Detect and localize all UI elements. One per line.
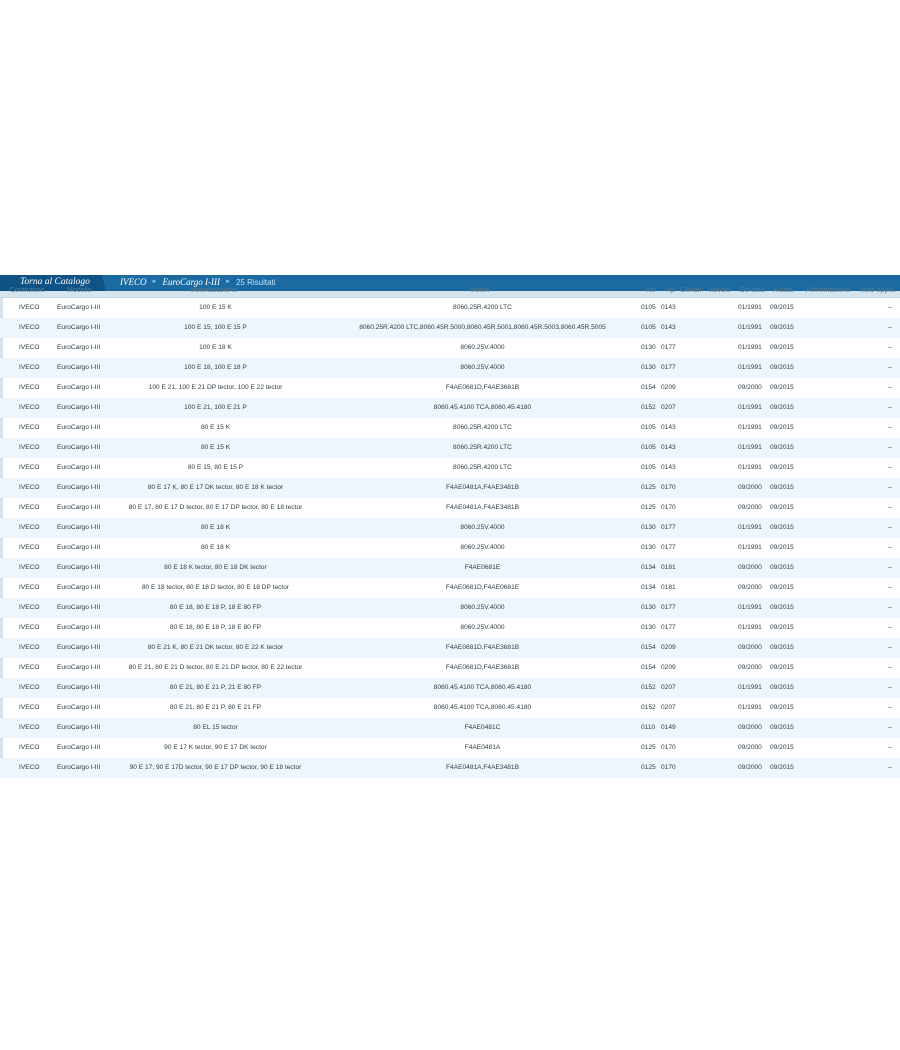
cell-from-date: 01/1991 <box>738 344 762 351</box>
cell-builder: IVECO <box>19 304 40 311</box>
cell-notes: – <box>888 444 892 451</box>
cell-motorization: 80 E 15 K <box>201 424 230 431</box>
table-row[interactable] <box>0 558 900 578</box>
cell-builder: IVECO <box>19 624 40 631</box>
cell-from-date: 01/1991 <box>738 304 762 311</box>
cell-from-date: 09/2000 <box>738 584 762 591</box>
cell-hp: 0207 <box>661 704 676 711</box>
table-row[interactable] <box>0 478 900 498</box>
cell-from-date: 09/2000 <box>738 564 762 571</box>
cell-hp: 0181 <box>661 564 676 571</box>
cell-engines: 8060.45.4100 TCA,8060.45.4180 <box>433 704 532 711</box>
cell-model: EuroCargo I-III <box>57 684 101 691</box>
cell-notes: – <box>888 684 892 691</box>
table-row[interactable] <box>0 398 900 418</box>
cell-from-date: 01/1991 <box>738 404 762 411</box>
cell-to-date: 09/2015 <box>770 344 794 351</box>
cell-hp: 0209 <box>661 384 676 391</box>
cell-builder: IVECO <box>19 404 40 411</box>
cell-to-date: 09/2015 <box>770 744 794 751</box>
cell-builder: IVECO <box>19 324 40 331</box>
cell-motorization: 100 E 15 K <box>199 304 232 311</box>
cell-to-date: 09/2015 <box>770 764 794 771</box>
cell-kw: 0125 <box>641 504 656 511</box>
cell-model: EuroCargo I-III <box>57 464 101 471</box>
cell-motorization: 80 E 21, 80 E 21 P, 80 E 21 FP <box>169 704 262 711</box>
cell-kw: 0105 <box>641 464 656 471</box>
table-row[interactable] <box>0 498 900 518</box>
cell-hp: 0207 <box>661 684 676 691</box>
cell-motorization: 80 E 17, 80 E 17 D tector, 80 E 17 DP tector, 80 E 18 tector <box>128 504 303 511</box>
cell-to-date: 09/2015 <box>770 584 794 591</box>
cell-hp: 0181 <box>661 584 676 591</box>
cell-from-date: 09/2000 <box>738 384 762 391</box>
table-row[interactable] <box>0 578 900 598</box>
cell-hp: 0170 <box>661 744 676 751</box>
cell-hp: 0177 <box>661 344 676 351</box>
cell-from-date: 01/1991 <box>738 444 762 451</box>
cell-from-date: 01/1991 <box>738 464 762 471</box>
cell-builder: IVECO <box>19 684 40 691</box>
cell-from-date: 01/1991 <box>738 624 762 631</box>
cell-motorization: 90 E 17, 90 E 17D tector, 90 E 17 DP tector, 90 E 18 tector <box>129 764 302 771</box>
cell-hp: 0170 <box>661 484 676 491</box>
cell-engines: 8060.25V.4000 <box>460 344 505 351</box>
cell-model: EuroCargo I-III <box>57 744 101 751</box>
table-row[interactable] <box>0 438 900 458</box>
cell-hp: 0143 <box>661 444 676 451</box>
cell-engines: F4AE0681D,F4AE3681B <box>445 644 520 651</box>
cell-notes: – <box>888 484 892 491</box>
cell-kw: 0110 <box>641 724 656 731</box>
table-row[interactable] <box>0 318 900 338</box>
col-header-valves[interactable]: Valvole <box>708 287 731 294</box>
cell-model: EuroCargo I-III <box>57 424 101 431</box>
table-row[interactable] <box>0 758 900 778</box>
cell-engines: 8060.25V.4000 <box>460 624 505 631</box>
cell-builder: IVECO <box>19 544 40 551</box>
cell-model: EuroCargo I-III <box>57 584 101 591</box>
cell-notes: – <box>888 564 892 571</box>
cell-notes: – <box>888 544 892 551</box>
cell-motorization: 100 E 21, 100 E 21 DP tector, 100 E 22 tector <box>148 384 283 391</box>
col-header-fuel[interactable]: Alimentazione <box>806 287 850 294</box>
cell-notes: – <box>888 324 892 331</box>
cell-from-date: 01/1991 <box>738 324 762 331</box>
cell-kw: 0125 <box>641 484 656 491</box>
results-toolbar <box>0 275 900 291</box>
table-row[interactable] <box>0 458 900 478</box>
cell-from-date: 01/1991 <box>738 604 762 611</box>
cell-builder: IVECO <box>19 504 40 511</box>
cell-hp: 0170 <box>661 504 676 511</box>
cell-engines: 8060.25R.4200 LTC,8060.45R.5000,8060.45R.5001,8060.45R.5003,8060.45R.5005 <box>359 324 606 331</box>
cell-engines: 8060.25R.4200 LTC <box>453 444 512 451</box>
cell-model: EuroCargo I-III <box>57 764 101 771</box>
cell-model: EuroCargo I-III <box>57 364 101 371</box>
col-header-from-date[interactable]: Da data <box>740 287 765 294</box>
cell-from-date: 09/2000 <box>738 504 762 511</box>
table-row[interactable] <box>0 538 900 558</box>
cell-from-date: 01/1991 <box>738 684 762 691</box>
cell-to-date: 09/2015 <box>770 304 794 311</box>
results-panel <box>0 275 900 778</box>
cell-builder: IVECO <box>19 664 40 671</box>
cell-motorization: 80 E 21, 80 E 21 D tector, 80 E 21 DP tector, 80 E 22 tector <box>128 664 303 671</box>
cell-to-date: 09/2015 <box>770 364 794 371</box>
cell-to-date: 09/2015 <box>770 404 794 411</box>
cell-kw: 0152 <box>641 684 656 691</box>
cell-kw: 0105 <box>641 444 656 451</box>
col-header-builder[interactable]: Costruttore <box>10 287 45 294</box>
cell-to-date: 09/2015 <box>770 544 794 551</box>
col-header-engines[interactable]: Motori <box>470 287 490 294</box>
cell-from-date: 09/2000 <box>738 484 762 491</box>
cell-model: EuroCargo I-III <box>57 404 101 411</box>
cell-from-date: 01/1991 <box>738 424 762 431</box>
cell-to-date: 09/2015 <box>770 384 794 391</box>
cell-model: EuroCargo I-III <box>57 664 101 671</box>
table-row[interactable] <box>0 718 900 738</box>
col-header-to-date[interactable]: A data <box>773 287 793 294</box>
cell-hp: 0143 <box>661 464 676 471</box>
cell-from-date: 09/2000 <box>738 744 762 751</box>
cell-notes: – <box>888 524 892 531</box>
cell-model: EuroCargo I-III <box>57 524 101 531</box>
cell-hp: 0209 <box>661 664 676 671</box>
cell-kw: 0154 <box>641 644 656 651</box>
cell-notes: – <box>888 664 892 671</box>
cell-to-date: 09/2015 <box>770 624 794 631</box>
cell-kw: 0152 <box>641 404 656 411</box>
cell-builder: IVECO <box>19 584 40 591</box>
cell-model: EuroCargo I-III <box>57 724 101 731</box>
cell-to-date: 09/2015 <box>770 484 794 491</box>
cell-model: EuroCargo I-III <box>57 444 101 451</box>
cell-engines: F4AE0481A,F4AE3481B <box>446 504 519 511</box>
cell-from-date: 09/2000 <box>738 724 762 731</box>
cell-engines: F4AE0681D,F4AE3681B <box>445 664 520 671</box>
cell-engines: 8060.45.4100 TCA,8060.45.4180 <box>433 684 532 691</box>
cell-engines: F4AE0681D,F4AE3681B <box>445 384 520 391</box>
cell-kw: 0152 <box>641 704 656 711</box>
cell-builder: IVECO <box>19 604 40 611</box>
results-table-body <box>0 298 900 778</box>
cell-notes: – <box>888 584 892 591</box>
cell-to-date: 09/2015 <box>770 464 794 471</box>
cell-builder: IVECO <box>19 564 40 571</box>
cell-engines: 8060.25R.4200 LTC <box>453 464 512 471</box>
cell-kw: 0130 <box>641 604 656 611</box>
col-header-kw[interactable]: Kw <box>646 287 656 294</box>
cell-kw: 0154 <box>641 384 656 391</box>
breadcrumb-brand[interactable]: IVECO <box>120 277 147 287</box>
cell-from-date: 01/1991 <box>738 704 762 711</box>
cell-motorization: 80 E 18 K <box>201 524 230 531</box>
cell-to-date: 09/2015 <box>770 704 794 711</box>
cell-engines: 8060.25V.4000 <box>460 544 505 551</box>
cell-notes: – <box>888 724 892 731</box>
cell-motorization: 80 E 15, 80 E 15 P <box>187 464 244 471</box>
cell-hp: 0177 <box>661 524 676 531</box>
cell-notes: – <box>888 464 892 471</box>
cell-to-date: 09/2015 <box>770 324 794 331</box>
cell-notes: – <box>888 644 892 651</box>
breadcrumb-model[interactable]: EuroCargo I-III <box>162 277 221 287</box>
back-to-catalog-label[interactable]: Torna al Catalogo <box>20 277 90 287</box>
cell-from-date: 01/1991 <box>738 544 762 551</box>
cell-kw: 0105 <box>641 424 656 431</box>
cell-notes: – <box>888 604 892 611</box>
cell-engines: 8060.25R.4200 LTC <box>453 304 512 311</box>
cell-kw: 0105 <box>641 324 656 331</box>
cell-motorization: 80 E 21, 80 E 21 P, 21 E 80 FP <box>169 684 262 691</box>
cell-notes: – <box>888 764 892 771</box>
cell-kw: 0130 <box>641 344 656 351</box>
cell-motorization: 100 E 18 K <box>199 344 232 351</box>
cell-model: EuroCargo I-III <box>57 484 101 491</box>
cell-hp: 0143 <box>661 304 676 311</box>
cell-model: EuroCargo I-III <box>57 604 101 611</box>
cell-builder: IVECO <box>19 364 40 371</box>
cell-to-date: 09/2015 <box>770 664 794 671</box>
cell-from-date: 09/2000 <box>738 664 762 671</box>
cell-notes: – <box>888 344 892 351</box>
cell-builder: IVECO <box>19 484 40 491</box>
cell-from-date: 09/2000 <box>738 764 762 771</box>
table-row[interactable] <box>0 418 900 438</box>
cell-to-date: 09/2015 <box>770 724 794 731</box>
cell-kw: 0130 <box>641 364 656 371</box>
cell-builder: IVECO <box>19 724 40 731</box>
breadcrumb <box>120 277 276 287</box>
cell-model: EuroCargo I-III <box>57 624 101 631</box>
cell-engines: 8060.25V.4000 <box>460 604 505 611</box>
results-count: 25 Risultati <box>235 277 276 287</box>
cell-builder: IVECO <box>19 704 40 711</box>
table-row[interactable] <box>0 378 900 398</box>
table-row[interactable] <box>0 518 900 538</box>
cell-hp: 0143 <box>661 424 676 431</box>
col-header-notes[interactable]: Note applic. <box>860 287 897 294</box>
cell-builder: IVECO <box>19 524 40 531</box>
cell-model: EuroCargo I-III <box>57 564 101 571</box>
cell-to-date: 09/2015 <box>770 524 794 531</box>
cell-motorization: 80 E 18, 80 E 18 P, 18 E 80 FP <box>169 604 262 611</box>
cell-hp: 0149 <box>661 724 676 731</box>
cell-motorization: 100 E 21, 100 E 21 P <box>184 404 247 411</box>
table-row[interactable] <box>0 618 900 638</box>
table-row[interactable] <box>0 658 900 678</box>
chevron-right-icon: ► <box>225 279 231 285</box>
cell-kw: 0154 <box>641 664 656 671</box>
cell-to-date: 09/2015 <box>770 444 794 451</box>
cell-kw: 0134 <box>641 564 656 571</box>
cell-model: EuroCargo I-III <box>57 304 101 311</box>
cell-kw: 0130 <box>641 524 656 531</box>
cell-builder: IVECO <box>19 344 40 351</box>
cell-motorization: 80 E 18 K tector, 80 E 18 DK tector <box>164 564 267 571</box>
cell-hp: 0177 <box>661 544 676 551</box>
cell-engines: F4AE0481A,F4AE3481B <box>446 484 519 491</box>
cell-kw: 0130 <box>641 624 656 631</box>
cell-to-date: 09/2015 <box>770 604 794 611</box>
cell-hp: 0143 <box>661 324 676 331</box>
cell-notes: – <box>888 424 892 431</box>
table-row[interactable] <box>0 678 900 698</box>
cell-notes: – <box>888 704 892 711</box>
table-row[interactable] <box>0 338 900 358</box>
cell-engines: F4AE0681E <box>464 564 501 571</box>
cell-motorization: 100 E 18, 100 E 18 P <box>184 364 247 371</box>
cell-hp: 0177 <box>661 604 676 611</box>
cell-engines: F4AE0481A,F4AE3481B <box>446 764 519 771</box>
cell-motorization: 80 E 18 K <box>201 544 230 551</box>
cell-engines: F4AE0681D,F4AE0681E <box>445 584 520 591</box>
cell-motorization: 100 E 15, 100 E 15 P <box>184 324 247 331</box>
cell-builder: IVECO <box>19 764 40 771</box>
cell-notes: – <box>888 384 892 391</box>
col-header-model[interactable]: Modello <box>67 287 92 294</box>
table-header <box>0 287 900 298</box>
cell-motorization: 80 E 18, 80 E 18 P, 18 E 80 FP <box>169 624 262 631</box>
cell-builder: IVECO <box>19 644 40 651</box>
cell-builder: IVECO <box>19 444 40 451</box>
col-header-cylinders[interactable]: Cilindri <box>680 287 702 294</box>
cell-model: EuroCargo I-III <box>57 344 101 351</box>
table-row[interactable] <box>0 738 900 758</box>
cell-builder: IVECO <box>19 744 40 751</box>
cell-model: EuroCargo I-III <box>57 384 101 391</box>
cell-hp: 0170 <box>661 764 676 771</box>
cell-hp: 0177 <box>661 624 676 631</box>
cell-notes: – <box>888 304 892 311</box>
cell-from-date: 09/2000 <box>738 644 762 651</box>
cell-motorization: 80 E 17 K, 80 E 17 DK tector, 80 E 18 K tector <box>147 484 284 491</box>
cell-engines: 8060.25V.4000 <box>460 364 505 371</box>
cell-hp: 0207 <box>661 404 676 411</box>
table-row[interactable] <box>0 598 900 618</box>
cell-engines: 8060.45.4100 TCA,8060.45.4180 <box>433 404 532 411</box>
cell-kw: 0134 <box>641 584 656 591</box>
cell-to-date: 09/2015 <box>770 564 794 571</box>
cell-notes: – <box>888 364 892 371</box>
cell-motorization: 80 E 15 K <box>201 444 230 451</box>
col-header-motorization[interactable]: Motorizzazione <box>190 287 238 294</box>
cell-model: EuroCargo I-III <box>57 544 101 551</box>
cell-from-date: 01/1991 <box>738 524 762 531</box>
cell-builder: IVECO <box>19 464 40 471</box>
cell-builder: IVECO <box>19 384 40 391</box>
cell-model: EuroCargo I-III <box>57 324 101 331</box>
cell-kw: 0105 <box>641 304 656 311</box>
cell-notes: – <box>888 504 892 511</box>
cell-from-date: 01/1991 <box>738 364 762 371</box>
cell-motorization: 80 E 21 K, 80 E 21 DK tector, 80 E 22 K tector <box>147 644 284 651</box>
cell-notes: – <box>888 744 892 751</box>
cell-notes: – <box>888 404 892 411</box>
cell-to-date: 09/2015 <box>770 424 794 431</box>
table-row[interactable] <box>0 638 900 658</box>
cell-to-date: 09/2015 <box>770 684 794 691</box>
cell-engines: F4AE0481A <box>464 744 501 751</box>
cell-hp: 0209 <box>661 644 676 651</box>
cell-builder: IVECO <box>19 424 40 431</box>
cell-kw: 0125 <box>641 764 656 771</box>
cell-to-date: 09/2015 <box>770 644 794 651</box>
col-header-hp[interactable]: Hp <box>666 287 675 294</box>
table-row[interactable] <box>0 698 900 718</box>
table-row[interactable] <box>0 358 900 378</box>
cell-motorization: 80 EL 15 tector <box>193 724 238 731</box>
cell-motorization: 80 E 18 tector, 80 E 18 D tector, 80 E 18 DP tector <box>141 584 290 591</box>
cell-kw: 0125 <box>641 744 656 751</box>
cell-model: EuroCargo I-III <box>57 504 101 511</box>
chevron-right-icon: ► <box>151 279 158 285</box>
cell-to-date: 09/2015 <box>770 504 794 511</box>
cell-model: EuroCargo I-III <box>57 704 101 711</box>
cell-hp: 0177 <box>661 364 676 371</box>
cell-engines: 8060.25V.4000 <box>460 524 505 531</box>
cell-motorization: 90 E 17 K tector, 90 E 17 DK tector <box>164 744 267 751</box>
cell-engines: 8060.25R.4200 LTC <box>453 424 512 431</box>
cell-notes: – <box>888 624 892 631</box>
cell-model: EuroCargo I-III <box>57 644 101 651</box>
table-row[interactable] <box>0 298 900 318</box>
cell-kw: 0130 <box>641 544 656 551</box>
cell-engines: F4AE0481C <box>464 724 501 731</box>
